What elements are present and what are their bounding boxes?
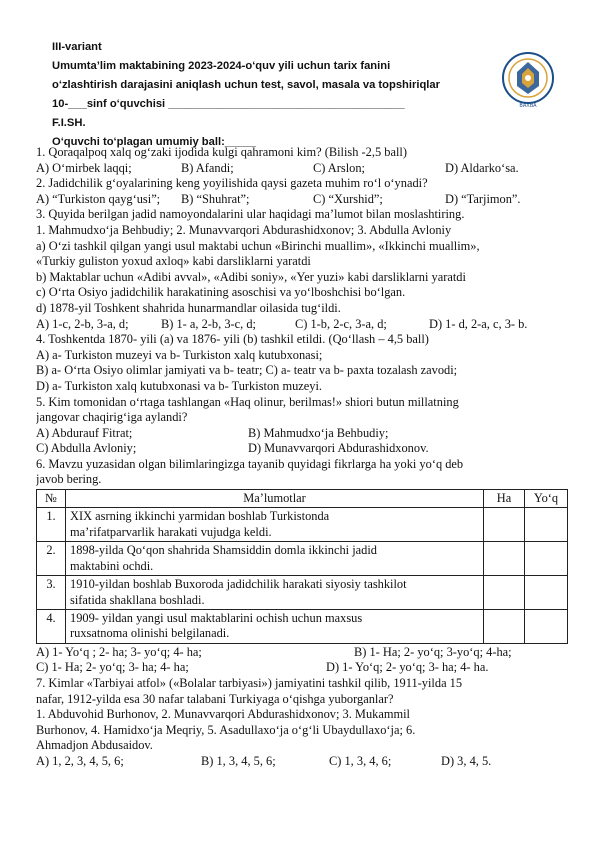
option-c: C) 1, 3, 4, 6; xyxy=(329,753,392,768)
question-3-item-b: b) Maktablar uchun «Adibi avval», «Adibi soniy», «Yer yuzi» kabi darsliklarni yaratdi xyxy=(36,269,466,284)
col-no: Yo‘q xyxy=(525,490,568,508)
test-title-line1: Umumta’lim maktabining 2023-2024-o‘quv yili uchun tarix fanini xyxy=(52,60,391,72)
option-b: B) Mahmudxo‘ja Behbudiy; xyxy=(248,425,389,440)
row-statement xyxy=(66,609,484,643)
statement-line: 1910-yildan boshlab Buxoroda jadidchilik harakati siyosiy tashkilot xyxy=(70,577,407,592)
no-cell[interactable] xyxy=(525,576,568,610)
yes-cell[interactable] xyxy=(484,576,525,610)
option-c: C) Arslon; xyxy=(313,160,365,175)
option-a: A) Abdurauf Fitrat; xyxy=(36,425,133,440)
option-b: B) Afandi; xyxy=(181,160,234,175)
option-d: D) 1- Yo‘q; 2- yo‘q; 3- ha; 4- ha. xyxy=(326,660,489,675)
statement-line: 1898-yilda Qo‘qon shahrida Shamsiddin domla ikkinchi jadid xyxy=(70,543,377,558)
row-number: 4. xyxy=(37,609,66,643)
statement-line: 1909- yildan yangi usul maktablarini ochish uchun maxsus xyxy=(70,610,363,625)
yes-cell[interactable] xyxy=(484,542,525,576)
option-c: C) “Xurshid”; xyxy=(313,191,383,206)
no-cell[interactable] xyxy=(525,542,568,576)
option-a: A) 1, 2, 3, 4, 5, 6; xyxy=(36,753,124,768)
question-3-item-a: a) O‘zi tashkil qilgan yangi usul maktabi uchun «Birinchi muallim», «Ikkinchi muallim», xyxy=(36,238,480,253)
option-a: A) 1- Yo‘q ; 2- ha; 3- yo‘q; 4- ha; xyxy=(36,644,202,659)
question-3-item-c: c) O‘rta Osiyo jadidchilik harakatining asoschisi va yo‘lboshchisi bo‘lgan. xyxy=(36,285,406,300)
questions xyxy=(36,145,568,769)
question-7-names-cont: Burhonov, 4. Hamidxo‘ja Meqriy, 5. Asadullaxo‘ja o‘g‘li Ubaydullaxo‘ja; 6. xyxy=(36,722,416,737)
question-4: 4. Toshkentda 1870- yili (a) va 1876- yili (b) tashkil etildi. (Qo‘llash – 4,5 ball) xyxy=(36,332,429,347)
option-c: C) Abdulla Avloniy; xyxy=(36,441,137,456)
option-c: C) 1-b, 2-c, 3-a, d; xyxy=(295,316,387,331)
option-a: A) O‘mirbek laqqi; xyxy=(36,160,132,175)
statement-line: XIX asrning ikkinchi yarmidan boshlab Turkistonda xyxy=(70,509,330,524)
row-statement xyxy=(66,508,484,542)
col-number: № xyxy=(37,490,66,508)
row-statement xyxy=(66,576,484,610)
question-5-options-ab xyxy=(36,426,568,442)
row-number: 1. xyxy=(37,508,66,542)
row-number: 2. xyxy=(37,542,66,576)
table-header-row xyxy=(37,490,568,508)
option-b: B) 1- a, 2-b, 3-c, d; xyxy=(161,316,256,331)
no-cell[interactable] xyxy=(525,508,568,542)
col-statements: Ma’lumotlar xyxy=(66,490,484,508)
emblem-icon xyxy=(497,50,559,110)
variant-title: III-variant xyxy=(52,41,102,53)
question-2: 2. Jadidchilik g‘oyalarining keng yoyilishida qaysi gazeta muhim ro‘l o‘ynadi? xyxy=(36,176,428,191)
total-score-line: O‘quvchi to‘plagan umumiy ball:_____ xyxy=(52,136,256,148)
question-7-cont: nafar, 1912-yilda esa 30 nafar talabani Turkiyaga o‘qishga yuborganlar? xyxy=(36,691,394,706)
option-d: D) Aldarko‘sa. xyxy=(445,160,519,175)
question-7: 7. Kimlar «Tarbiyai atfol» («Bolalar tarbiyasi») jamiyatini tashkil qilib, 1911-yilda 15 xyxy=(36,675,463,690)
grade-line: 10-___sinf o‘quvchisi ______________________________________ xyxy=(52,98,405,110)
row-number: 3. xyxy=(37,576,66,610)
question-4-option-a: A) a- Turkiston muzeyi va b- Turkiston xalq kutubxonasi; xyxy=(36,347,323,362)
statement-line: ma’rifatparvarlik harakati vujudga keldi. xyxy=(70,524,272,539)
no-cell[interactable] xyxy=(525,609,568,643)
statement-line: ruxsatnoma olinishi belgilanadi. xyxy=(70,626,230,641)
question-5-cont: jangovar chaqirig‘iga aylandi? xyxy=(36,410,188,425)
question-4-option-b-c: B) a- O‘rta Osiyo olimlar jamiyati va b- teatr; C) a- teatr va b- paxta tozalash zavodi; xyxy=(36,363,458,378)
question-6: 6. Mavzu yuzasidan olgan bilimlaringizga tayanib quyidagi fikrlarga ha yoki yo‘q deb xyxy=(36,456,464,471)
question-3-item-a-cont: «Turkiy guliston yoxud axloq» kabi darsliklarni yaratdi xyxy=(36,254,311,269)
row-statement xyxy=(66,542,484,576)
statement-line: maktabini ochdi. xyxy=(70,558,154,573)
question-5: 5. Kim tomonidan o‘rtaga tashlangan «Haq olinur, berilmas!» shiori butun millatning xyxy=(36,394,459,409)
question-7-names-end: Ahmadjon Abdusaidov. xyxy=(36,738,153,753)
statements-table xyxy=(36,489,568,644)
statement-line: sifatida shakllana boshladi. xyxy=(70,592,205,607)
emblem-label: BAXBA xyxy=(519,103,537,109)
option-d: D) 1- d, 2-a, c, 3- b. xyxy=(429,316,528,331)
option-d: D) “Tarjimon”. xyxy=(445,191,521,206)
option-c: C) 1- Ha; 2- yo‘q; 3- ha; 4- ha; xyxy=(36,660,189,675)
option-a: A) 1-c, 2-b, 3-a, d; xyxy=(36,316,129,331)
question-6-cont: javob bering. xyxy=(36,472,102,487)
question-1: 1. Qoraqalpoq xalq og‘zaki ijodida kulgi qahramoni kim? (Bilish -2,5 ball) xyxy=(36,145,407,159)
yes-cell[interactable] xyxy=(484,508,525,542)
col-yes: Ha xyxy=(484,490,525,508)
question-6-options-cd xyxy=(36,660,568,676)
question-5-options-cd xyxy=(36,441,568,457)
question-6-options-ab xyxy=(36,645,568,661)
question-4-option-d: D) a- Turkiston xalq kutubxonasi va b- Turkiston muzeyi. xyxy=(36,378,323,393)
table-row xyxy=(37,609,568,643)
yes-cell[interactable] xyxy=(484,609,525,643)
question-7-options xyxy=(36,754,568,770)
table-row xyxy=(37,576,568,610)
table-row xyxy=(37,508,568,542)
option-d: D) 3, 4, 5. xyxy=(441,753,492,768)
question-3-item-d: d) 1878-yil Toshkent shahrida hunarmandlar oilasida tug‘ildi. xyxy=(36,300,341,315)
question-7-names: 1. Abduvohid Burhonov, 2. Munavvarqori Abdurashidxonov; 3. Mukammil xyxy=(36,707,410,722)
question-3-names: 1. Mahmudxo‘ja Behbudiy; 2. Munavvarqori Abdurashidxonov; 3. Abdulla Avloniy xyxy=(36,222,452,237)
option-a: A) “Turkiston qayg‘usi”; xyxy=(36,191,161,206)
name-field-label: F.I.SH. xyxy=(52,117,86,129)
test-title-line2: o‘zlashtirish darajasini aniqlash uchun test, savol, masala va topshiriqlar xyxy=(52,79,440,91)
question-3-options xyxy=(36,317,568,333)
option-b: B) “Shuhrat”; xyxy=(181,191,250,206)
question-2-options xyxy=(36,192,568,208)
question-1-options xyxy=(36,161,568,177)
option-d: D) Munavvarqori Abdurashidxonov. xyxy=(248,441,429,456)
test-header xyxy=(52,38,492,152)
option-b: B) 1, 3, 4, 5, 6; xyxy=(201,753,276,768)
question-3: 3. Quyida berilgan jadid namoyondalarini ular haqidagi ma’lumot bilan moslashtiring. xyxy=(36,207,465,222)
option-b: B) 1- Ha; 2- yo‘q; 3-yo‘q; 4-ha; xyxy=(354,644,512,659)
table-row xyxy=(37,542,568,576)
